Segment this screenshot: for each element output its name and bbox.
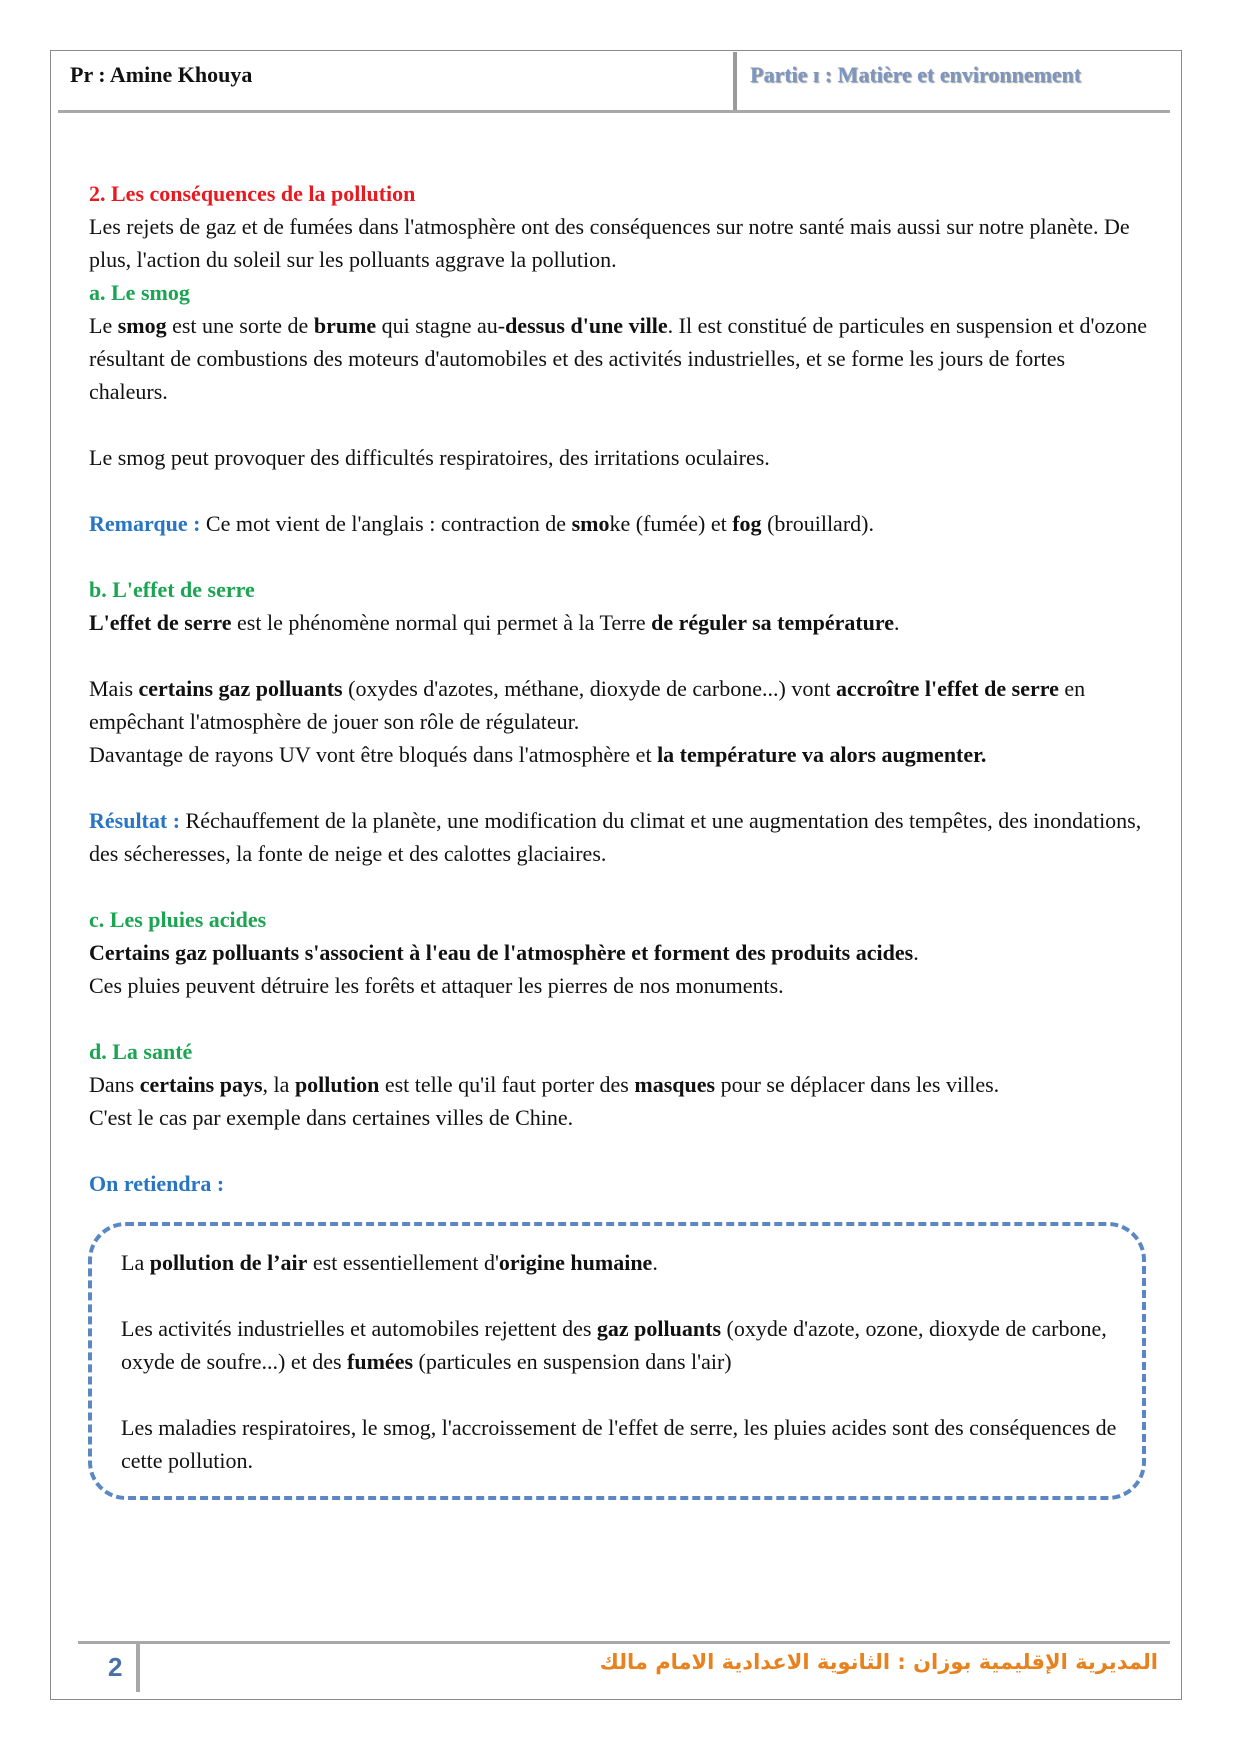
- header-author: Pr : Amine Khouya: [70, 62, 253, 87]
- summary-point-3: Les maladies respiratoires, le smog, l'accroissement de l'effet de serre, les pluies acides sont des conséquences de cette pollution.: [121, 1415, 1117, 1473]
- footer-rule: [78, 1641, 1170, 1644]
- section-intro: Les rejets de gaz et de fumées dans l'atmosphère ont des conséquences sur notre santé mais aussi sur notre planète. De plus, l'action du soleil sur les polluants aggrave la pollution.: [89, 214, 1130, 272]
- summary-point-1: La pollution de l’air est essentiellement d'origine humaine.: [121, 1250, 658, 1275]
- footer-divider: [136, 1644, 140, 1692]
- serre-title: b. L'effet de serre: [89, 577, 255, 602]
- retenir-label: On retiendra :: [89, 1171, 225, 1196]
- section-title: 2. Les conséquences de la pollution: [89, 181, 416, 206]
- page-number: 2: [108, 1652, 123, 1682]
- footer-school: المديرية الإقليمية بوزان : الثانوية الاعدادية الامام مالك: [599, 1650, 1158, 1674]
- summary-point-2: Les activités industrielles et automobiles rejettent des gaz polluants (oxyde d'azote, ozone, dioxyde de carbone, oxyde de soufre...) et des fumées (particules en suspension dans l'air): [121, 1316, 1107, 1374]
- sante-title: d. La santé: [89, 1039, 193, 1064]
- serre-gases: Mais certains gaz polluants (oxydes d'azotes, méthane, dioxyde de carbone...) vont accroître l'effet de serre en empêchant l'atmosphère de jouer son rôle de régulateur.: [89, 676, 1086, 734]
- summary-content: [121, 1246, 1131, 1477]
- smog-title: a. Le smog: [89, 280, 190, 305]
- pluies-title: c. Les pluies acides: [89, 907, 267, 932]
- smog-paragraph: Le smog est une sorte de brume qui stagne au-dessus d'une ville. Il est constitué de particules en suspension et d'ozone résultant de combustions des moteurs d'automobiles et des activités industrielles, et se forme les jours de fortes chaleurs.: [89, 313, 1147, 404]
- header-divider: [733, 52, 737, 112]
- smog-effects: Le smog peut provoquer des difficultés respiratoires, des irritations oculaires.: [89, 445, 770, 470]
- main-content: [89, 177, 1149, 1200]
- pluies-definition: Certains gaz polluants s'associent à l'eau de l'atmosphère et forment des produits acides.: [89, 940, 919, 965]
- header-rule: [58, 110, 1170, 113]
- sante-example: C'est le cas par exemple dans certaines villes de Chine.: [89, 1105, 574, 1130]
- smog-remark: Remarque : Ce mot vient de l'anglais : contraction de smoke (fumée) et fog (brouillard).: [89, 511, 874, 536]
- serre-result: Résultat : Réchauffement de la planète, une modification du climat et une augmentation des tempêtes, des inondations, des sécheresses, la fonte de neige et des calottes glaciaires.: [89, 808, 1142, 866]
- serre-definition: L'effet de serre est le phénomène normal qui permet à la Terre de réguler sa température.: [89, 610, 900, 635]
- serre-uv: Davantage de rayons UV vont être bloqués dans l'atmosphère et la température va alors augmenter.: [89, 742, 987, 767]
- sante-paragraph: Dans certains pays, la pollution est telle qu'il faut porter des masques pour se déplacer dans les villes.: [89, 1072, 1000, 1097]
- pluies-effects: Ces pluies peuvent détruire les forêts et attaquer les pierres de nos monuments.: [89, 973, 784, 998]
- header-part-title: Partie ɪ : Matière et environnement: [750, 62, 1082, 87]
